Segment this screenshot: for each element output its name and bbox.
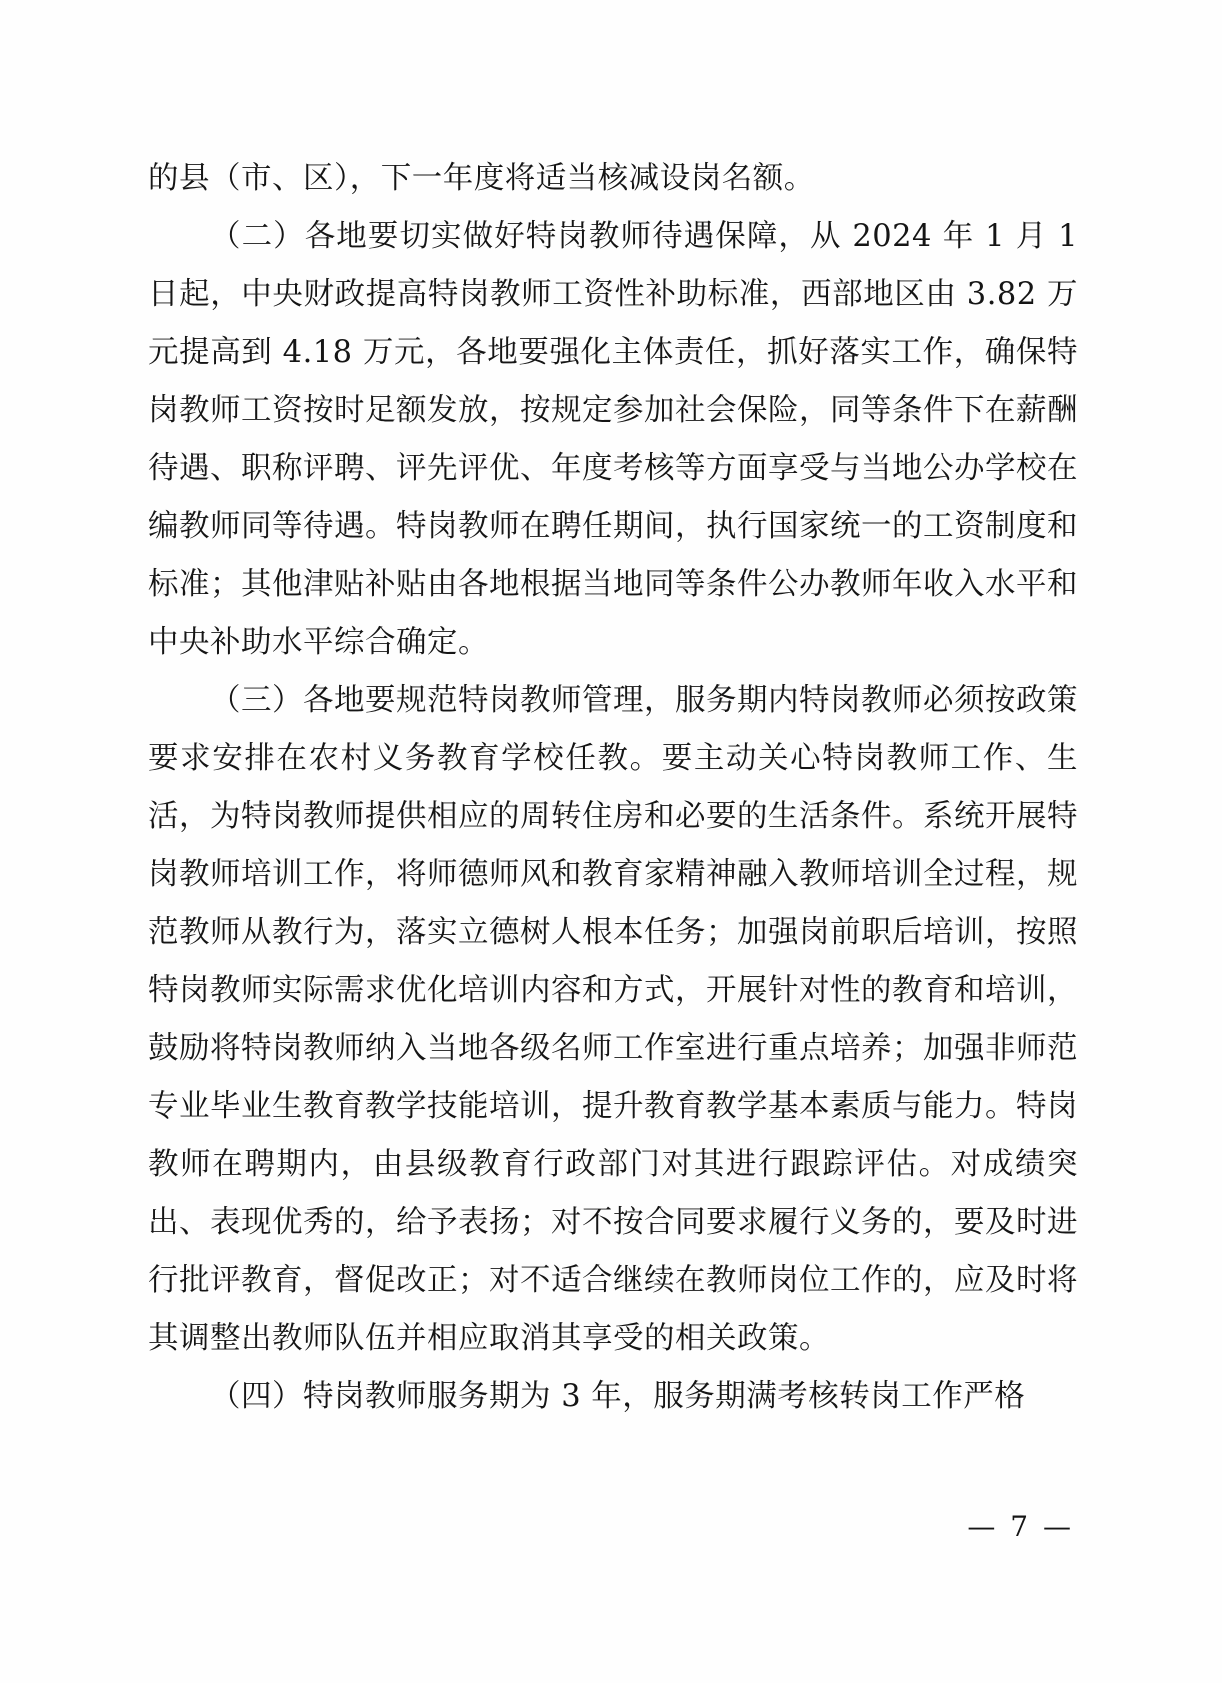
document-body: [148, 150, 1078, 1426]
paragraph-continuation: 的县（市、区），下一年度将适当核减设岗名额。: [148, 161, 815, 196]
paragraph-item-4: （四）特岗教师服务期为 3 年，服务期满考核转岗工作严格: [210, 1379, 1026, 1414]
page-number: — 7 —: [967, 1510, 1074, 1543]
paragraph-item-2: （二）各地要切实做好特岗教师待遇保障，从 2024 年 1 月 1 日起，中央财政提高特岗教师工资性补助标准，西部地区由 3.82 万元提高到 4.18 万元，各地要强化主体责任，抓好落实工作，确保特岗教师工资按时足额发放，按规定参加社会保险，同等条件下在薪酬待遇、职称评聘、评先评优、年度考核等方面享受与当地公办学校在编教师同等待遇。特岗教师在聘任期间，执行国家统一的工资制度和标准；其他津贴补贴由各地根据当地同等条件公办教师年收入水平和中央补助水平综合确定。: [148, 219, 1078, 660]
paragraph-item-3: （三）各地要规范特岗教师管理，服务期内特岗教师必须按政策要求安排在农村义务教育学校任教。要主动关心特岗教师工作、生活，为特岗教师提供相应的周转住房和必要的生活条件。系统开展特岗教师培训工作，将师德师风和教育家精神融入教师培训全过程，规范教师从教行为，落实立德树人根本任务；加强岗前职后培训，按照特岗教师实际需求优化培训内容和方式，开展针对性的教育和培训，鼓励将特岗教师纳入当地各级名师工作室进行重点培养；加强非师范专业毕业生教育教学技能培训，提升教育教学基本素质与能力。特岗教师在聘期内，由县级教育行政部门对其进行跟踪评估。对成绩突出、表现优秀的，给予表扬；对不按合同要求履行义务的，要及时进行批评教育，督促改正；对不适合继续在教师岗位工作的，应及时将其调整出教师队伍并相应取消其享受的相关政策。: [148, 683, 1078, 1356]
